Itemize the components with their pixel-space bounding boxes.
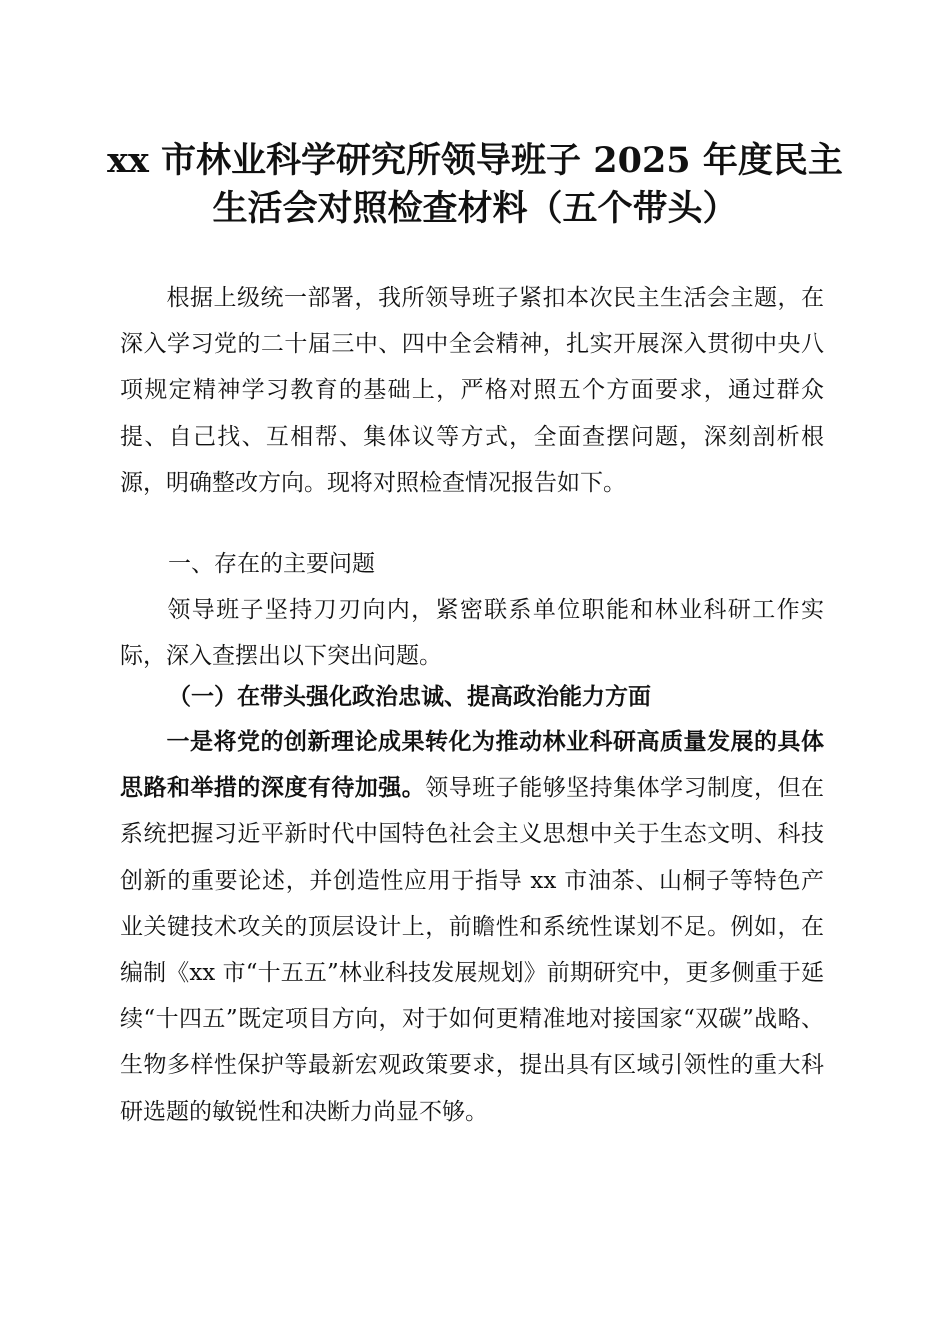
section1-intro-text: 领导班子坚持刀刃向内，紧密联系单位职能和林业科研工作实际，深入查摆出以下突出问题。 bbox=[120, 597, 824, 670]
section1-intro-paragraph bbox=[120, 587, 824, 679]
document-title-line-2: 生活会对照检查材料（五个带头） bbox=[212, 188, 738, 229]
point1-body: 领导班子能够坚持集体学习制度，但在系统把握习近平新时代中国特色社会主义思想中关于生态文明、科技创新的重要论述，并创造性应用于指导 xx 市油茶、山桐子等特色产业关键技术攻关的顶层设计上，前瞻性和系统性谋划不足。例如，在编制《xx 市“十五五”林业科技发展规划》前期研究中，更多侧重于延续“十四五”既定项目方向，对于如何更精准地对接国家“双碳”战略、生物多样性保护等最新宏观政策要求，提出具有区域引领性的重大科研选题的敏锐性和决断力尚显不够。 bbox=[120, 775, 825, 1125]
point1-lead: 一是将党的创新理论成果转化为推动林业科研高质量发展的具体思路和举措的深度有待加强。 bbox=[120, 728, 824, 802]
subsection-heading-1: （一）在带头强化政治忠诚、提高政治能力方面 bbox=[168, 683, 651, 710]
point1-paragraph bbox=[120, 719, 824, 1135]
section-heading-1: 一、存在的主要问题 bbox=[168, 551, 375, 577]
intro-text: 根据上级统一部署，我所领导班子紧扣本次民主生活会主题，在深入学习党的二十届三中、四中全会精神，扎实开展深入贯彻中央八项规定精神学习教育的基础上，严格对照五个方面要求，通过群众提、自己找、互相帮、集体议等方式，全面查摆问题，深刻剖析根源，明确整改方向。现将对照检查情况报告如下。 bbox=[120, 285, 824, 496]
intro-paragraph bbox=[120, 275, 824, 506]
document-title-line-1: xx 市林业科学研究所领导班子 2025 年度民主 bbox=[107, 140, 843, 181]
